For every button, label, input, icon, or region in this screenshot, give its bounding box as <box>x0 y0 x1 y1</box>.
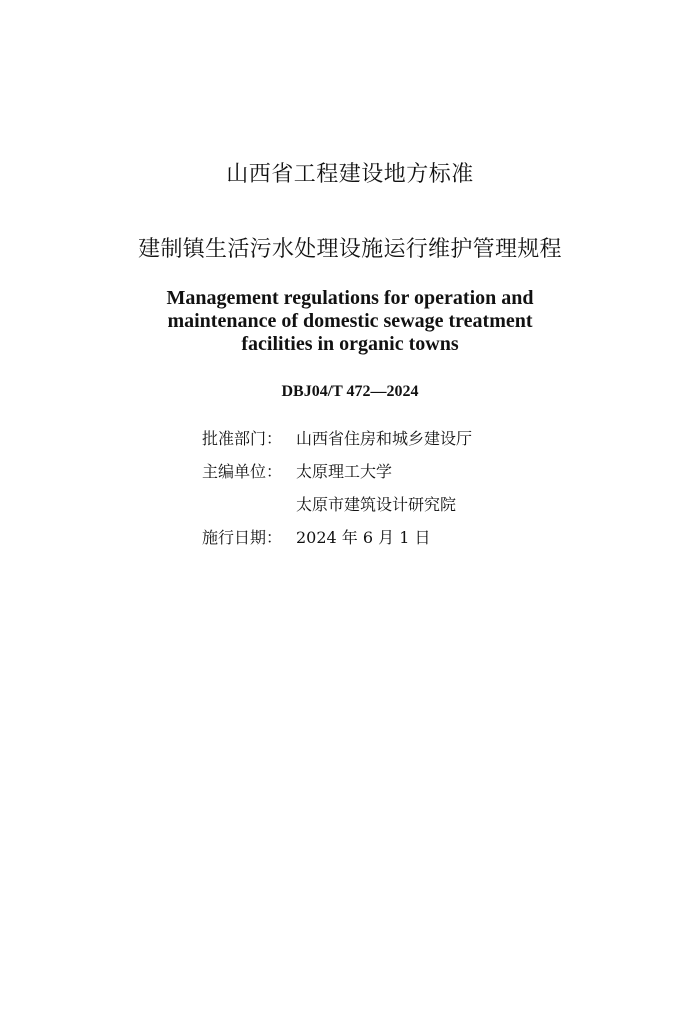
english-title-line: maintenance of domestic sewage treatment <box>167 310 533 332</box>
info-label: 施行日期： <box>202 528 283 547</box>
english-title-line: Management regulations for operation and <box>166 287 534 309</box>
info-label <box>202 492 296 525</box>
info-value: 太原市建筑设计研究院 <box>296 495 457 514</box>
approval-department-row <box>202 426 472 459</box>
english-title-line: facilities in organic towns <box>241 333 459 355</box>
info-value: 山西省住房和城乡建设厅 <box>296 429 473 448</box>
series-title: 山西省工程建设地方标准 <box>226 162 474 187</box>
chief-editor-row <box>202 459 472 492</box>
standard-code: DBJ04/T 472—2024 <box>281 383 419 400</box>
info-value: 太原理工大学 <box>296 462 393 481</box>
info-block <box>202 426 472 558</box>
effective-date-row <box>202 525 472 558</box>
info-value: 2024 年 6 月 1 日 <box>296 528 431 547</box>
chinese-title: 建制镇生活污水处理设施运行维护管理规程 <box>138 237 562 262</box>
chief-editor-row-2 <box>202 492 472 525</box>
info-label: 主编单位： <box>202 462 283 481</box>
info-label: 批准部门： <box>202 429 283 448</box>
english-title <box>0 287 700 356</box>
